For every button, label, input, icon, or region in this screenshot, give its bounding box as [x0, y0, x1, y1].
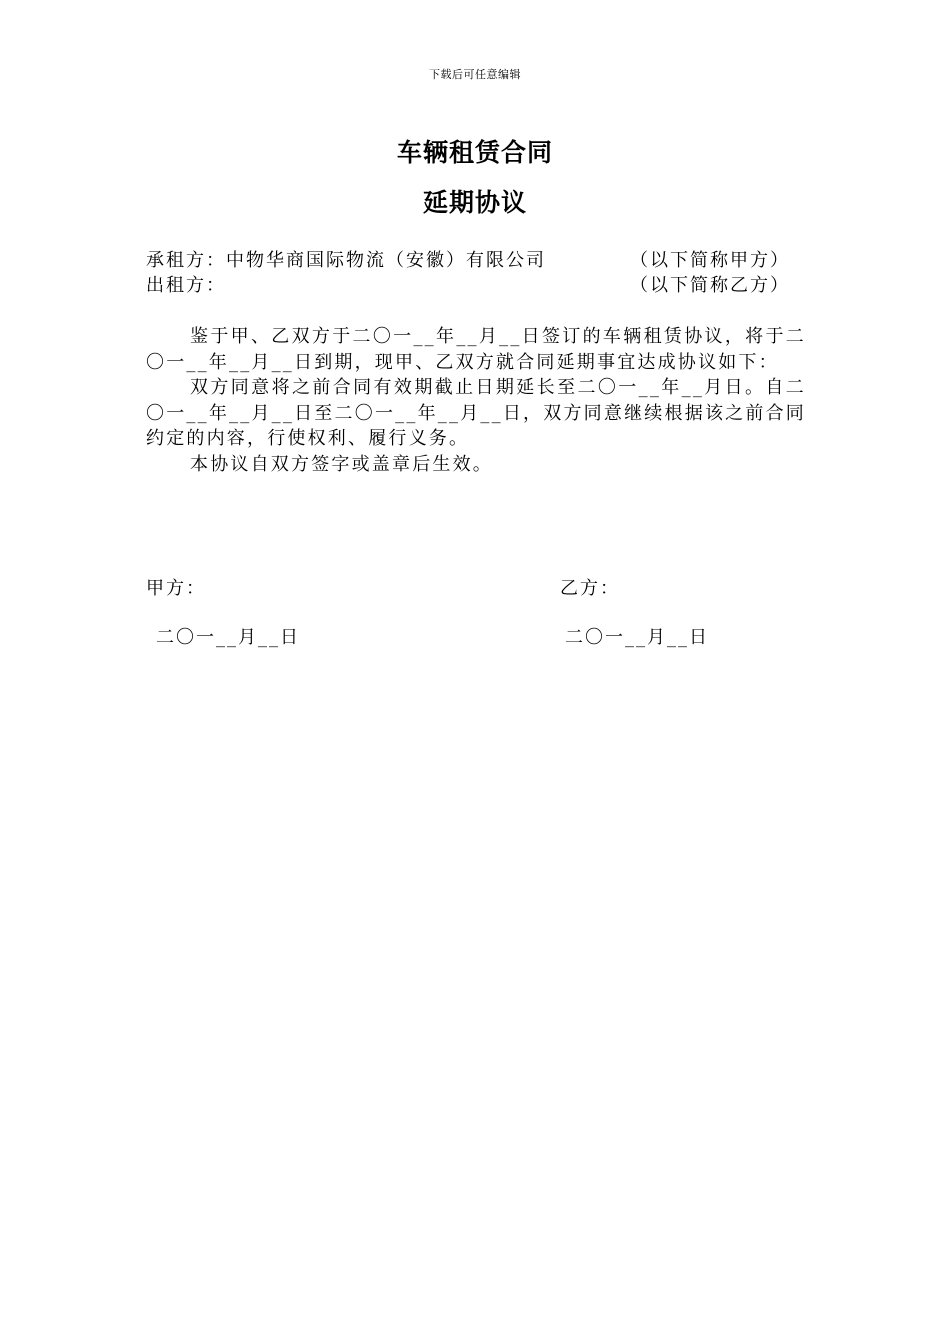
lessee-abbr: （以下简称甲方） — [630, 250, 790, 271]
party-b-signature-label: 乙方： — [560, 578, 620, 599]
lessee-row — [146, 250, 806, 272]
paragraph-extension: 双方同意将之前合同有效期截止日期延长至二〇一__年__月日。自二〇一__年__月__日至二〇一__年__月__日，双方同意继续根据该之前合同约定的内容，行使权利、履行义务。 — [146, 377, 806, 449]
lessor-row — [146, 275, 806, 297]
lessee-name: 中物华商国际物流（安徽）有限公司 — [226, 250, 546, 271]
lessee-label: 承租方： — [146, 250, 226, 271]
document-subtitle: 延期协议 — [422, 188, 527, 217]
paragraph-recital: 鉴于甲、乙双方于二〇一__年__月__日签订的车辆租赁协议，将于二〇一__年__月__日到期，现甲、乙双方就合同延期事宜达成协议如下： — [146, 326, 806, 373]
party-a-date: 二〇一__月__日 — [156, 627, 300, 648]
party-a-signature-label: 甲方： — [146, 578, 206, 599]
document-title: 车辆租赁合同 — [396, 138, 553, 167]
lessor-abbr: （以下简称乙方） — [630, 275, 790, 296]
party-b-date: 二〇一__月__日 — [565, 627, 709, 648]
agreement-body — [146, 324, 806, 477]
header-note: 下载后可任意编辑 — [429, 68, 521, 81]
lessor-label: 出租方： — [146, 275, 226, 296]
paragraph-effective: 本协议自双方签字或盖章后生效。 — [190, 453, 493, 475]
